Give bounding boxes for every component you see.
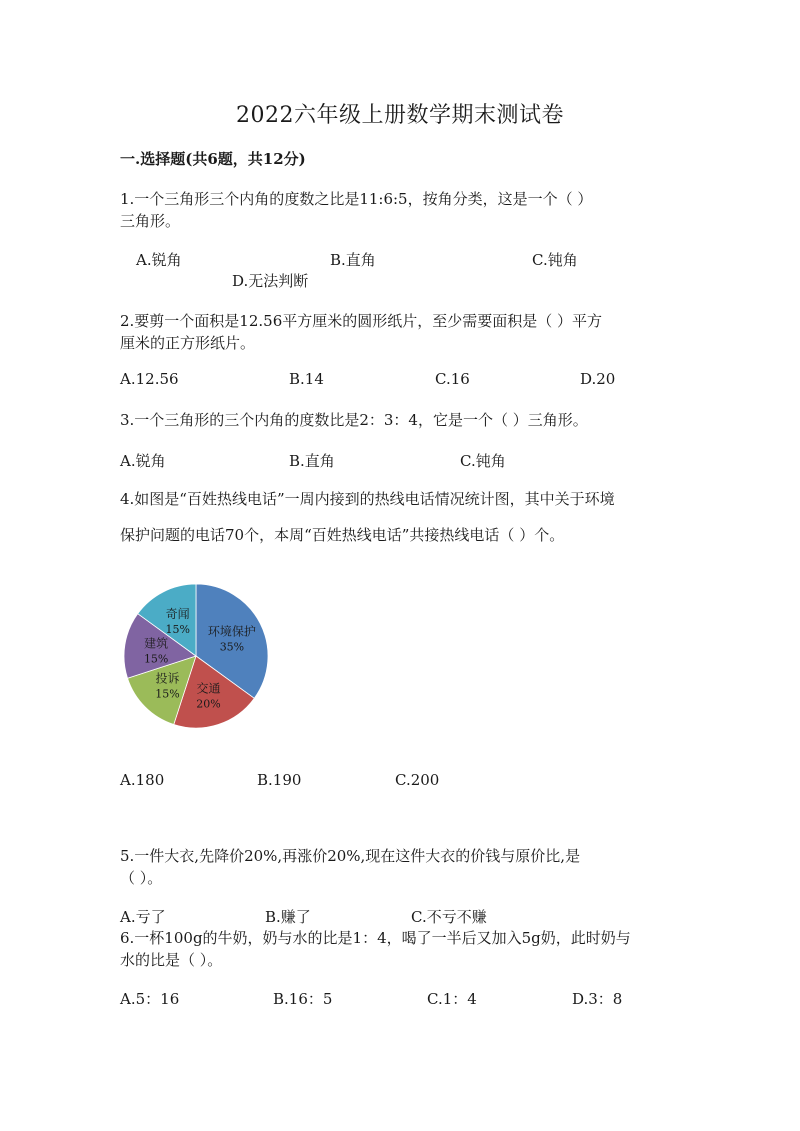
question-4-option-a: A.180: [120, 771, 165, 789]
question-1-option-c: C.钝角: [532, 251, 578, 269]
question-5-option-b: B.赚了: [265, 908, 311, 926]
question-4-line-1: 4.如图是“百姓热线电话”一周内接到的热线电话情况统计图，其中关于环境: [120, 490, 615, 508]
question-2-option-c: C.16: [435, 370, 470, 388]
pie-slice-label-1: 交通: [196, 681, 221, 696]
section-heading: 一.选择题(共6题，共12分): [120, 150, 306, 168]
question-3-option-b: B.直角: [289, 452, 335, 470]
pie-slice-label-0: 环境保护: [207, 624, 256, 639]
question-2-line-2: 厘米的正方形纸片。: [120, 334, 256, 352]
page-title: 2022六年级上册数学期末测试卷: [236, 103, 564, 128]
pie-slice-label-4: 奇闻: [165, 607, 190, 622]
question-6-option-b: B.16：5: [273, 990, 333, 1008]
question-4-line-2: 保护问题的电话70个，本周“百姓热线电话”共接热线电话（ ）个。: [120, 526, 565, 544]
question-1-line-1: 1.一个三角形三个内角的度数之比是11:6:5，按角分类，这是一个（ ）: [120, 190, 593, 208]
pie-slice-label-3: 建筑: [144, 636, 169, 651]
pie-slice-percent-1: 20%: [196, 697, 221, 711]
pie-chart: [118, 578, 274, 734]
question-5-option-c: C.不亏不赚: [411, 908, 487, 926]
question-6-option-a: A.5：16: [120, 990, 180, 1008]
pie-slice-label-2: 投诉: [155, 671, 180, 686]
question-5-option-a: A.亏了: [120, 908, 166, 926]
question-6-line-2: 水的比是（ ）。: [120, 951, 223, 969]
question-6-line-1: 6.一杯100g的牛奶，奶与水的比是1：4，喝了一半后又加入5g奶，此时奶与: [120, 929, 631, 947]
question-4-option-b: B.190: [257, 771, 302, 789]
pie-slice-percent-4: 15%: [165, 623, 190, 637]
question-5-line-2: （ ）。: [120, 869, 163, 887]
question-1-option-a: A.锐角: [136, 251, 182, 269]
question-5-line-1: 5.一件大衣,先降价20%,再涨价20%,现在这件大衣的价钱与原价比,是: [120, 847, 581, 865]
question-2-line-1: 2.要剪一个面积是12.56平方厘米的圆形纸片，至少需要面积是（ ）平方: [120, 312, 603, 330]
question-2-option-b: B.14: [289, 370, 324, 388]
question-2-option-d: D.20: [580, 370, 616, 388]
pie-slice-percent-0: 35%: [219, 640, 245, 654]
question-4-option-c: C.200: [395, 771, 440, 789]
question-6-option-c: C.1：4: [427, 990, 477, 1008]
question-2-option-a: A.12.56: [120, 370, 179, 388]
question-3-option-a: A.锐角: [120, 452, 166, 470]
pie-slice-percent-2: 15%: [155, 687, 180, 701]
question-1-option-d: D.无法判断: [232, 272, 309, 290]
question-1-line-2: 三角形。: [120, 212, 181, 230]
question-3-option-c: C.钝角: [460, 452, 506, 470]
question-3-line-1: 3.一个三角形的三个内角的度数比是2：3：4，它是一个（ ）三角形。: [120, 411, 588, 429]
pie-slice-percent-3: 15%: [143, 652, 169, 666]
question-6-option-d: D.3：8: [572, 990, 623, 1008]
question-1-option-b: B.直角: [330, 251, 376, 269]
